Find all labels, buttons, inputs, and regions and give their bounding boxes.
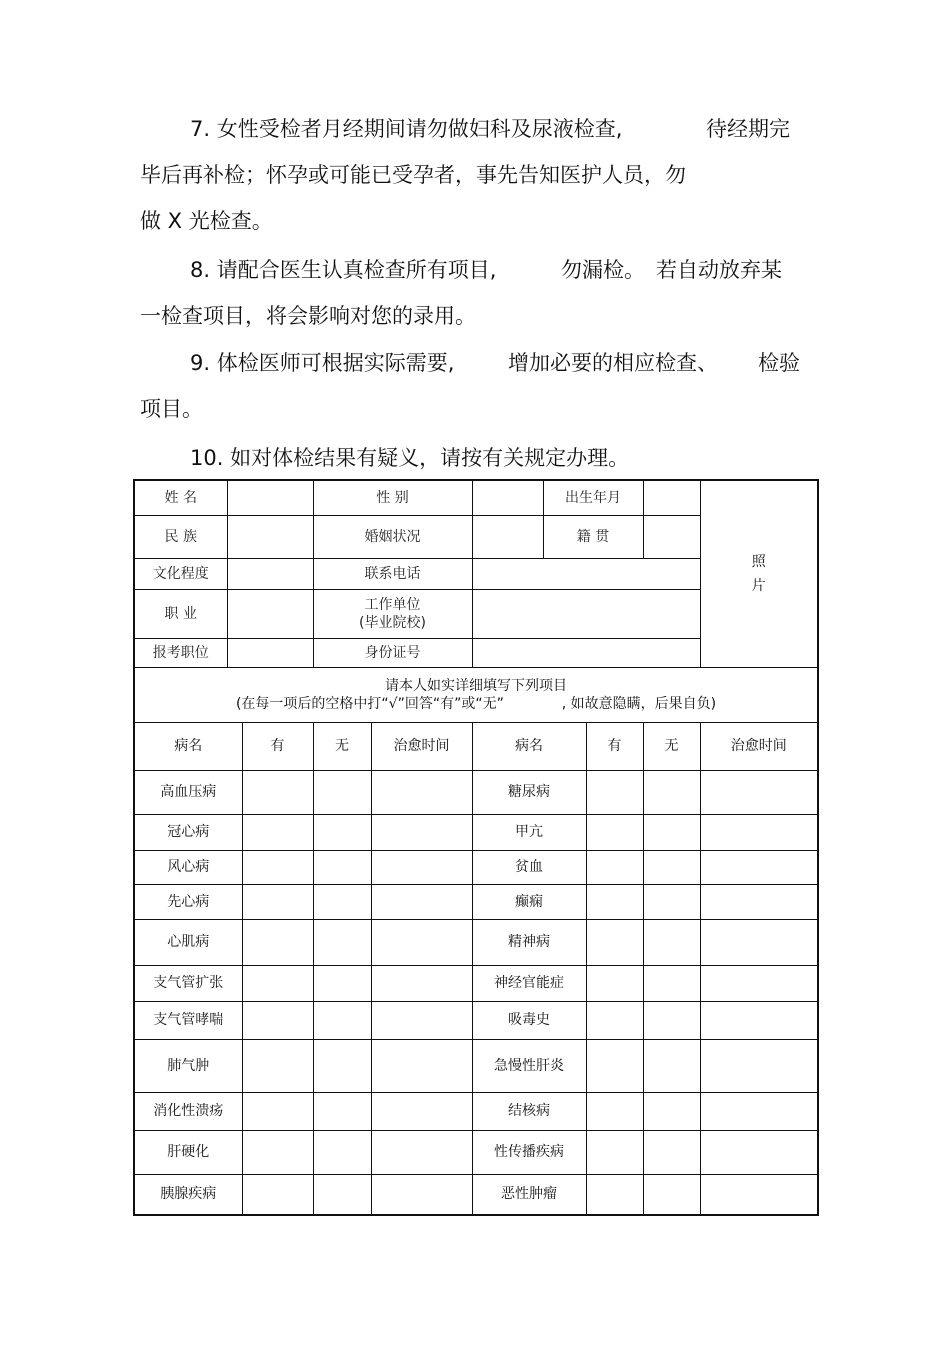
marital-value-cell[interactable] [472, 515, 543, 558]
disease-name-left: 支气管哮喘 [134, 1001, 242, 1039]
table-row [134, 814, 818, 850]
table-row [134, 965, 818, 1001]
disease-name-right: 神经官能症 [472, 965, 586, 1001]
notice-cell [134, 667, 818, 722]
cured-time-right[interactable] [700, 884, 818, 919]
employer-label [313, 589, 472, 638]
cured-time-right[interactable] [700, 1174, 818, 1215]
check-yes-left[interactable] [242, 850, 313, 884]
disease-name-right: 糖尿病 [472, 770, 586, 814]
employer-value-cell[interactable] [472, 589, 700, 638]
disease-name-right: 贫血 [472, 850, 586, 884]
disease-name-right: 精神病 [472, 919, 586, 965]
occupation-value-cell[interactable] [227, 589, 313, 638]
check-yes-right[interactable] [586, 884, 643, 919]
check-no-right[interactable] [643, 1174, 700, 1215]
check-yes-right[interactable] [586, 770, 643, 814]
check-no-right[interactable] [643, 814, 700, 850]
position-value-cell[interactable] [227, 638, 313, 667]
photo-label-2: 片 [751, 577, 766, 594]
cured-time-left[interactable] [371, 1130, 472, 1174]
para9-line1-a: 9. 体检医师可根据实际需要, [190, 351, 455, 375]
para8-line2: 一检查项目，将会影响对您的录用。 [140, 304, 476, 328]
table-row [134, 1092, 818, 1130]
check-yes-right[interactable] [586, 850, 643, 884]
position-label: 报考职位 [134, 638, 227, 667]
id-label: 身份证号 [313, 638, 472, 667]
header-yes-right: 有 [586, 722, 643, 770]
ethnicity-value-cell[interactable] [227, 515, 313, 558]
check-yes-right[interactable] [586, 1001, 643, 1039]
check-no-right[interactable] [643, 1039, 700, 1092]
cured-time-left[interactable] [371, 814, 472, 850]
check-no-right[interactable] [643, 850, 700, 884]
photo-cell [700, 480, 818, 667]
name-value-cell[interactable] [227, 480, 313, 515]
table-row [134, 770, 818, 814]
check-no-left[interactable] [313, 1039, 371, 1092]
cured-time-left[interactable] [371, 1001, 472, 1039]
check-yes-right[interactable] [586, 814, 643, 850]
check-no-left[interactable] [313, 1092, 371, 1130]
para8-line1-b: 勿漏检。 [561, 258, 645, 282]
header-cured-right: 治愈时间 [700, 722, 818, 770]
para7-line2: 毕后再补检；怀孕或可能已受孕者，事先告知医护人员，勿 [140, 163, 686, 187]
cured-time-right[interactable] [700, 814, 818, 850]
gender-value-cell[interactable] [472, 480, 543, 515]
cured-time-right[interactable] [700, 919, 818, 965]
disease-name-left: 肝硬化 [134, 1130, 242, 1174]
para10-line1: 10. 如对体检结果有疑义，请按有关规定办理。 [190, 446, 630, 470]
check-yes-left[interactable] [242, 1001, 313, 1039]
birth-value-cell[interactable] [643, 480, 700, 515]
cured-time-right[interactable] [700, 1092, 818, 1130]
disease-name-left: 支气管扩张 [134, 965, 242, 1001]
disease-name-left: 冠心病 [134, 814, 242, 850]
cured-time-right[interactable] [700, 1130, 818, 1174]
check-yes-left[interactable] [242, 814, 313, 850]
table-row [134, 1174, 818, 1215]
disease-name-right: 恶性肿瘤 [472, 1174, 586, 1215]
cured-time-left[interactable] [371, 919, 472, 965]
check-no-right[interactable] [643, 1092, 700, 1130]
check-yes-right[interactable] [586, 1039, 643, 1092]
check-yes-left[interactable] [242, 1130, 313, 1174]
education-value-cell[interactable] [227, 558, 313, 589]
disease-name-right: 急慢性肝炎 [472, 1039, 586, 1092]
disease-name-right: 性传播疾病 [472, 1130, 586, 1174]
table-row [134, 1130, 818, 1174]
notice-line2: (在每一项后的空格中打“√”回答“有”或“无” , 如故意隐瞒，后果自负) [235, 695, 717, 712]
cured-time-left[interactable] [371, 1174, 472, 1215]
header-disease-right: 病名 [472, 722, 586, 770]
header-cured-left: 治愈时间 [371, 722, 472, 770]
occupation-label: 职 业 [134, 589, 227, 638]
disease-name-left: 胰腺疾病 [134, 1174, 242, 1215]
check-yes-left[interactable] [242, 884, 313, 919]
check-yes-right[interactable] [586, 1130, 643, 1174]
table-row [134, 850, 818, 884]
table-row [134, 884, 818, 919]
table-row [134, 1001, 818, 1039]
cured-time-left[interactable] [371, 850, 472, 884]
disease-name-right: 甲亢 [472, 814, 586, 850]
cured-time-left[interactable] [371, 1039, 472, 1092]
check-no-right[interactable] [643, 770, 700, 814]
check-no-right[interactable] [643, 919, 700, 965]
check-no-left[interactable] [313, 850, 371, 884]
disease-name-left: 风心病 [134, 850, 242, 884]
employer-label-line2: (毕业院校) [359, 614, 426, 631]
check-yes-left[interactable] [242, 919, 313, 965]
birth-label: 出生年月 [543, 480, 643, 515]
para7-line1-a: 7. 女性受检者月经期间请勿做妇科及尿液检查, [190, 117, 623, 141]
para9-line1-b: 增加必要的相应检查、 [508, 351, 718, 375]
cured-time-left[interactable] [371, 884, 472, 919]
photo-label-1: 照 [751, 553, 766, 570]
disease-name-left: 高血压病 [134, 770, 242, 814]
cured-time-right[interactable] [700, 1039, 818, 1092]
employer-label-line1: 工作单位 [364, 596, 421, 613]
para7-line3: 做 X 光检查。 [140, 209, 273, 233]
check-no-right[interactable] [643, 965, 700, 1001]
phone-value-cell[interactable] [472, 558, 700, 589]
check-no-left[interactable] [313, 884, 371, 919]
physical-exam-form [133, 479, 819, 1216]
disease-name-right: 癫痫 [472, 884, 586, 919]
check-yes-left[interactable] [242, 1092, 313, 1130]
para9-line2: 项目。 [140, 397, 203, 421]
check-yes-left[interactable] [242, 1039, 313, 1092]
disease-name-right: 吸毒史 [472, 1001, 586, 1039]
check-yes-right[interactable] [586, 965, 643, 1001]
cured-time-right[interactable] [700, 850, 818, 884]
marital-label: 婚姻状况 [313, 515, 472, 558]
table-row [134, 919, 818, 965]
disease-name-left: 心肌病 [134, 919, 242, 965]
cured-time-right[interactable] [700, 770, 818, 814]
cured-time-right[interactable] [700, 1001, 818, 1039]
disease-name-left: 消化性溃疡 [134, 1092, 242, 1130]
header-no-right: 无 [643, 722, 700, 770]
check-no-left[interactable] [313, 1130, 371, 1174]
notice-line1: 请本人如实详细填写下列项目 [385, 677, 567, 694]
header-disease-left: 病名 [134, 722, 242, 770]
cured-time-left[interactable] [371, 770, 472, 814]
gender-label: 性 别 [313, 480, 472, 515]
check-yes-left[interactable] [242, 1174, 313, 1215]
para9-line1-c: 检验 [758, 351, 800, 375]
check-no-right[interactable] [643, 1001, 700, 1039]
check-yes-left[interactable] [242, 965, 313, 1001]
ethnicity-label: 民 族 [134, 515, 227, 558]
para7-line1-b: 待经期完 [706, 117, 790, 141]
cured-time-left[interactable] [371, 1092, 472, 1130]
disease-name-left: 先心病 [134, 884, 242, 919]
check-no-right[interactable] [643, 1130, 700, 1174]
cured-time-left[interactable] [371, 965, 472, 1001]
disease-name-left: 肺气肿 [134, 1039, 242, 1092]
check-yes-right[interactable] [586, 919, 643, 965]
phone-label: 联系电话 [313, 558, 472, 589]
disease-name-right: 结核病 [472, 1092, 586, 1130]
header-no-left: 无 [313, 722, 371, 770]
para8-line1-c: 若自动放弃某 [656, 258, 782, 282]
name-label: 姓 名 [134, 480, 227, 515]
header-yes-left: 有 [242, 722, 313, 770]
check-no-left[interactable] [313, 814, 371, 850]
table-row [134, 1039, 818, 1092]
origin-label: 籍 贯 [543, 515, 643, 558]
check-no-left[interactable] [313, 770, 371, 814]
education-label: 文化程度 [134, 558, 227, 589]
check-no-left[interactable] [313, 919, 371, 965]
check-no-left[interactable] [313, 1174, 371, 1215]
check-yes-left[interactable] [242, 770, 313, 814]
check-yes-right[interactable] [586, 1092, 643, 1130]
para8-line1-a: 8. 请配合医生认真检查所有项目, [190, 258, 497, 282]
check-no-right[interactable] [643, 884, 700, 919]
check-yes-right[interactable] [586, 1174, 643, 1215]
check-no-left[interactable] [313, 965, 371, 1001]
cured-time-right[interactable] [700, 965, 818, 1001]
origin-value-cell[interactable] [643, 515, 700, 558]
check-no-left[interactable] [313, 1001, 371, 1039]
id-value-cell[interactable] [472, 638, 700, 667]
